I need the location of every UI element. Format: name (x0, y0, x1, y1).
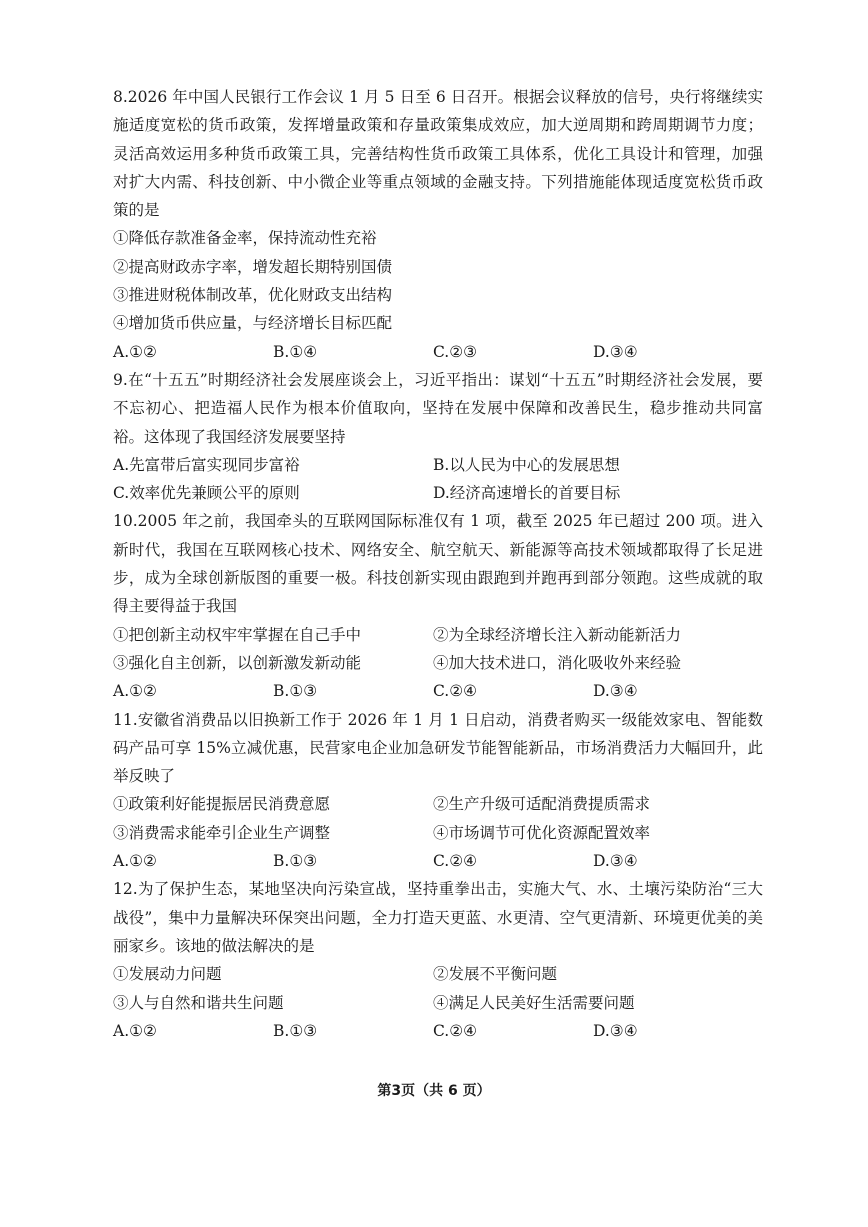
statement-item: ③强化自主创新，以创新激发新动能 (113, 653, 362, 672)
question-9 (113, 366, 763, 507)
choice-d: D.③④ (593, 342, 638, 361)
statement-item: ①把创新主动权牢牢掌握在自己手中 (113, 625, 362, 644)
question-11 (113, 706, 763, 876)
statement-item: ③推进财税体制改革，优化财政支出结构 (113, 286, 393, 305)
choice-a: A.①② (113, 1021, 157, 1040)
choice-c: C.效率优先兼顾公平的原则 (113, 484, 300, 503)
choice-b: B.①③ (273, 682, 318, 701)
question-12 (113, 875, 763, 1045)
choice-b: B.①③ (273, 852, 318, 871)
statement-item: ④增加货币供应量，与经济增长目标匹配 (113, 314, 393, 333)
question-stem: 12.为了保护生态，某地坚决向污染宣战，坚持重拳出击，实施大气、水、土壤污染防治“三大战役”，集中力量解决环保突出问题，全力打造天更蓝、水更清、空气更清新、环境更优美的美丽家乡。该地的做法解决的是 (113, 880, 763, 955)
statement-item: ②为全球经济增长注入新动能新活力 (433, 625, 682, 644)
statement-row (113, 989, 763, 1017)
statement-item: ①发展动力问题 (113, 965, 222, 984)
answer-choices (113, 847, 763, 875)
statement-item: ①降低存款准备金率，保持流动性充裕 (113, 229, 377, 248)
question-stem: 11.安徽省消费品以旧换新工作于 2026 年 1 月 1 日启动，消费者购买一级能效家电、智能数码产品可享 15%立减优惠，民营家电企业加急研发节能智能新品，市场消费活力大幅回升，此举反映了 (113, 710, 763, 786)
choice-a: A.①② (113, 852, 157, 871)
choice-d: D.③④ (593, 682, 638, 701)
answer-choices (113, 338, 763, 366)
statement-row (113, 819, 763, 847)
statement-row (113, 960, 763, 988)
choice-a: A.①② (113, 682, 157, 701)
question-10 (113, 507, 763, 705)
statement-item: ④市场调节可优化资源配置效率 (433, 823, 651, 842)
statement-item: ③人与自然和谐共生问题 (113, 993, 284, 1012)
answer-choices (113, 451, 763, 479)
statement-row (113, 790, 763, 818)
question-8 (113, 83, 763, 366)
question-stem: 9.在“十五五”时期经济社会发展座谈会上，习近平指出：谋划“十五五”时期经济社会发展，要不忘初心、把造福人民作为根本价值取向，坚持在发展中保障和改善民生，稳步推动共同富裕。这体现了我国经济发展要坚持 (113, 370, 763, 446)
choice-a: A.先富带后富实现同步富裕 (113, 455, 300, 474)
statement-item: ④加大技术进口，消化吸收外来经验 (433, 653, 682, 672)
choice-a: A.①② (113, 342, 157, 361)
answer-choices (113, 1017, 763, 1045)
answer-choices (113, 677, 763, 705)
statement-item: ②发展不平衡问题 (433, 965, 558, 984)
choice-d: D.经济高速增长的首要目标 (433, 484, 621, 503)
statement-item: ③消费需求能牵引企业生产调整 (113, 823, 331, 842)
page-number: 第3页（共 6 页） (377, 1083, 491, 1099)
statement-item: ①政策利好能提振居民消费意愿 (113, 795, 331, 814)
statement-row (113, 649, 763, 677)
choice-b: B.①③ (273, 1021, 318, 1040)
question-stem: 8.2026 年中国人民银行工作会议 1 月 5 日至 6 日召开。根据会议释放的信号，央行将继续实施适度宽松的货币政策，发挥增量政策和存量政策集成效应，加大逆周期和跨周期调节力度；灵活高效运用多种货币政策工具，完善结构性货币政策工具体系，优化工具设计和管理，加强对扩大内需、科技创新、中小微企业等重点领域的金融支持。下列措施能体现适度宽松货币政策的是 (113, 88, 763, 220)
choice-d: D.③④ (593, 1021, 638, 1040)
choice-d: D.③④ (593, 852, 638, 871)
statement-item: ②提高财政赤字率，增发超长期特别国债 (113, 257, 393, 276)
answer-choices (113, 479, 763, 507)
choice-c: C.②④ (433, 1021, 478, 1040)
question-list (113, 83, 763, 1045)
choice-b: B.以人民为中心的发展思想 (433, 455, 620, 474)
choice-b: B.①④ (273, 342, 318, 361)
statement-item: ④满足人民美好生活需要问题 (433, 993, 635, 1012)
statement-row (113, 621, 763, 649)
choice-c: C.②④ (433, 852, 478, 871)
choice-c: C.②③ (433, 342, 478, 361)
statement-item: ②生产升级可适配消费提质需求 (433, 795, 651, 814)
choice-c: C.②④ (433, 682, 478, 701)
question-stem: 10.2005 年之前，我国牵头的互联网国际标准仅有 1 项，截至 2025 年已超过 200 项。进入新时代，我国在互联网核心技术、网络安全、航空航天、新能源等高技术领域都取得了长足进步，成为全球创新版图的重要一极。科技创新实现由跟跑到并跑再到部分领跑。这些成就的取得主要得益于我国 (113, 512, 763, 616)
